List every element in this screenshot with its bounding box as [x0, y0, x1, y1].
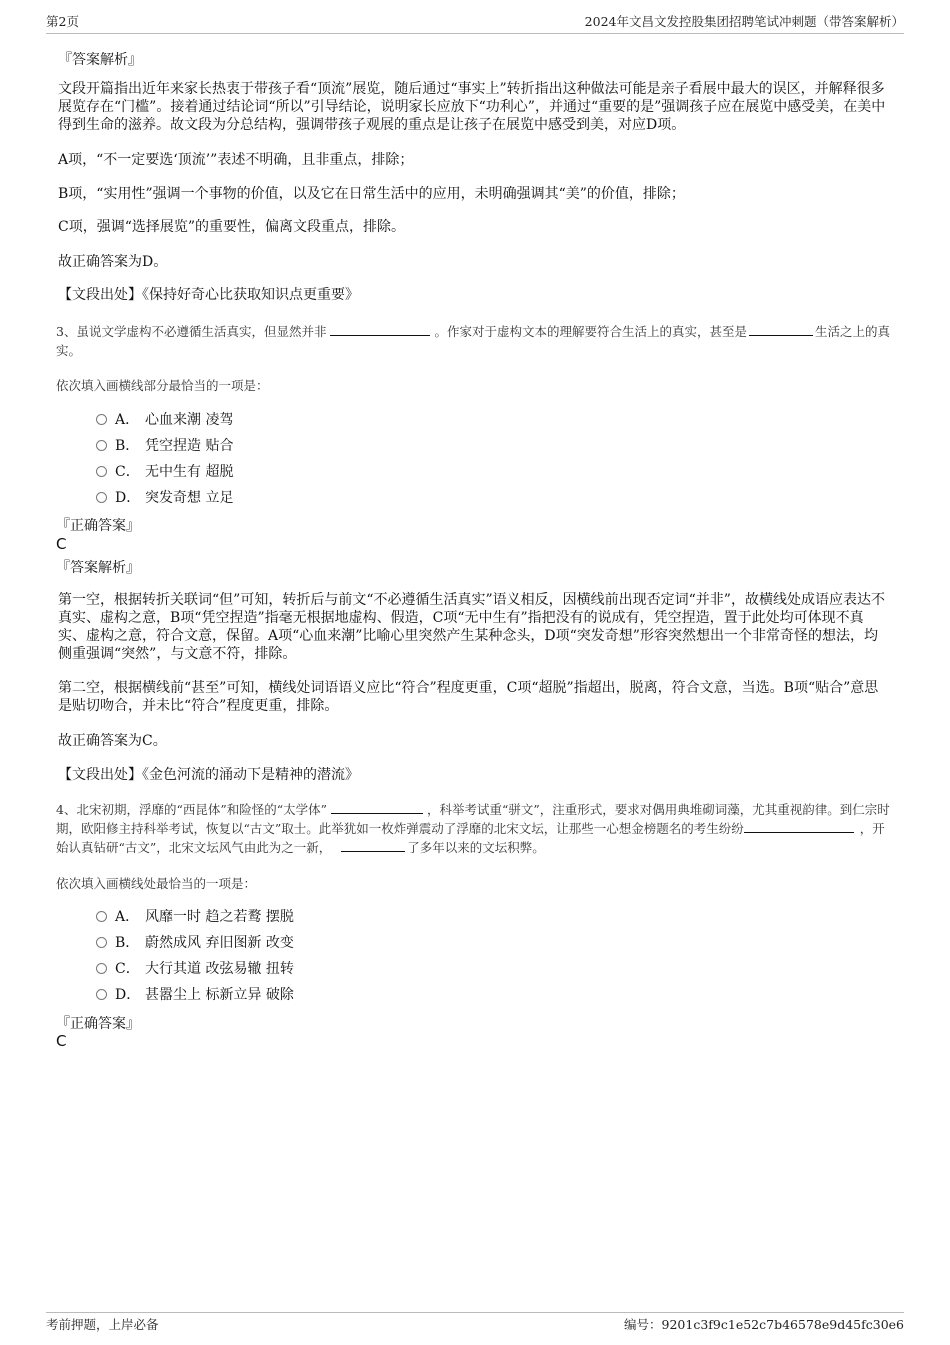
question-3-option-a[interactable]: A． 心血来潮 凌驾: [96, 410, 233, 430]
radio-icon[interactable]: [96, 963, 107, 974]
question-3-instruction: 依次填入画横线部分最恰当的一项是：: [56, 378, 269, 393]
question-3-option-b[interactable]: B． 凭空捏造 贴合: [96, 436, 233, 456]
correct-answer: C: [56, 1032, 67, 1050]
source: 【文段出处】《金色河流的涌动下是精神的潜流》: [58, 767, 359, 783]
footer-slogan: 考前押题，上岸必备: [46, 1317, 159, 1332]
radio-icon[interactable]: [96, 492, 107, 503]
analysis-label: 『答案解析』: [58, 52, 142, 68]
page-header: [46, 12, 904, 32]
conclusion: 故正确答案为D。: [58, 254, 168, 270]
question-4-option-a[interactable]: A． 风靡一时 趋之若鹜 摆脱: [96, 907, 294, 927]
document-code: 编号：9201c3f9c1e52c7b46578e9d45fc30e6: [624, 1317, 904, 1332]
document-title: 2024年文昌文发控股集团招聘笔试冲刺题（带答案解析）: [584, 14, 904, 29]
question-4-instruction: 依次填入画横线处最恰当的一项是：: [56, 876, 257, 891]
footer-divider: [46, 1312, 904, 1313]
radio-icon[interactable]: [96, 440, 107, 451]
blank-1: [330, 323, 430, 336]
question-4-option-c[interactable]: C． 大行其道 改弦易辙 扭转: [96, 959, 294, 979]
analysis-paragraph-2: 第二空，根据横线前“甚至”可知，横线处词语语义应比“符合”程度更重，C项“超脱”指超出，脱离，符合文意，当选。B项“贴合”意思是贴切吻合，并未比“符合”程度更重，排除。: [58, 680, 879, 714]
analysis-label: 『答案解析』: [56, 560, 140, 576]
blank-1: [331, 801, 423, 814]
radio-icon[interactable]: [96, 989, 107, 1000]
radio-icon[interactable]: [96, 937, 107, 948]
correct-answer-label: 『正确答案』: [56, 518, 140, 534]
question-3-option-d[interactable]: D． 突发奇想 立足: [96, 488, 233, 508]
blank-2: [749, 323, 813, 336]
blank-3: [341, 839, 405, 852]
analysis-paragraph: 文段开篇指出近年来家长热衷于带孩子看“顶流”展览，随后通过“事实上”转折指出这种做法可能是亲子看展中最大的误区，并解释很多展览存在“门槛”。接着通过结论词“所以”引导结论，说明家长应放下“功利心”，并通过“重要的是”强调孩子应在展览中感受美，在美中得到生命的滋养。故文段为分总结构，强调带孩子观展的重点是让孩子在展览中感受到美，对应D项。: [58, 81, 886, 133]
question-3-stem: 3、虽说文学虚构不必遵循生活真实，但显然并非 。作家对于虚构文本的理解要符合生活上的真实，甚至是 生活之上的真实。: [56, 324, 890, 358]
radio-icon[interactable]: [96, 414, 107, 425]
correct-answer-label: 『正确答案』: [56, 1016, 140, 1032]
question-4-option-d[interactable]: D． 甚嚣尘上 标新立异 破除: [96, 985, 294, 1005]
blank-2: [744, 820, 854, 833]
correct-answer: C: [56, 535, 67, 553]
question-4-option-b[interactable]: B． 蔚然成风 弃旧图新 改变: [96, 933, 294, 953]
analysis-option-b: B项，“实用性”强调一个事物的价值，以及它在日常生活中的应用，未明确强调其“美”的价值，排除；: [58, 186, 685, 202]
header-divider: [46, 33, 904, 34]
page-number: 第2页: [46, 14, 79, 29]
question-4-stem: 4、北宋初期，浮靡的“西昆体”和险怪的“太学体” ，科举考试重“骈文”，注重形式，要求对偶用典堆砌词藻，尤其重视韵律。到仁宗时期，欧阳修主持科举考试，恢复以“古文”取士。此举犹如一枚炸弹震动了浮靡的北宋文坛，让那些一心想金榜题名的考生纷纷 ，开始认真钻研“古文”，北宋文坛风气由此为之一新， 了多年以来的文坛积弊。: [56, 802, 890, 855]
analysis-option-a: A项，“不一定要选‘顶流’”表述不明确，且非重点，排除；: [58, 152, 414, 168]
radio-icon[interactable]: [96, 911, 107, 922]
source: 【文段出处】《保持好奇心比获取知识点更重要》: [58, 287, 359, 303]
question-3-option-c[interactable]: C． 无中生有 超脱: [96, 462, 233, 482]
radio-icon[interactable]: [96, 466, 107, 477]
analysis-paragraph-1: 第一空，根据转折关联词“但”可知，转折后与前文“不必遵循生活真实”语义相反，因横线前出现否定词“并非”，故横线处成语应表达不真实、虚构之意，B项“凭空捏造”指毫无根据地虚构、假造，C项“无中生有”指把没有的说成有，凭空捏造，置于此处均可体现不真实、虚构之意，符合文意，保留。A项“心血来潮”比喻心里突然产生某种念头，D项“突发奇想”形容突然想出一个非常奇怪的想法，均侧重强调“突然”，与文意不符，排除。: [58, 592, 885, 662]
analysis-option-c: C项，强调“选择展览”的重要性，偏离文段重点，排除。: [58, 219, 406, 235]
conclusion: 故正确答案为C。: [58, 733, 167, 749]
